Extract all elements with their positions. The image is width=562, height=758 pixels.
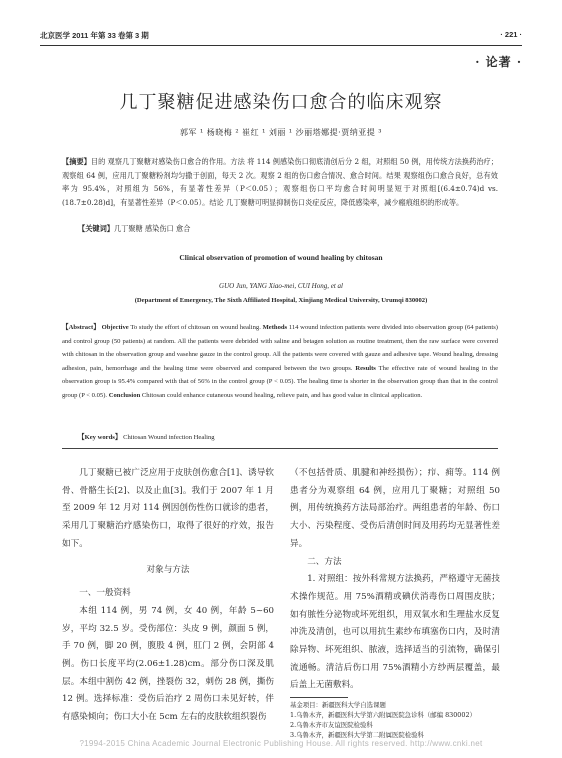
section-heading-methods: 对象与方法 bbox=[146, 564, 190, 575]
footnote-divider bbox=[290, 697, 348, 698]
results-label: Results bbox=[355, 364, 376, 372]
abstract-divider bbox=[62, 448, 498, 449]
objective-label: Objective bbox=[101, 324, 129, 331]
abstract-cn bbox=[62, 155, 498, 209]
subheading-general: 一、一般资料 bbox=[79, 588, 131, 599]
running-header bbox=[40, 30, 522, 44]
keywords-en bbox=[78, 431, 498, 441]
footnote-item: 1.乌鲁木齐，新疆医科大学第六附属医院急诊科（邮编 830002） bbox=[290, 711, 476, 719]
keywords-en-text: Chitosan Wound infection Healing bbox=[123, 434, 215, 441]
footnote-item: 2.乌鲁木齐市友谊医院检验科 bbox=[290, 721, 373, 729]
general-data-continued: （不包括骨质、肌腱和神经损伤）；疖、痈等。114 例患者分为观察组 64 例，应用几丁聚糖；对照组 50 例，用传统换药方法局部治疗。两组患者的年龄、伤口大小、污染程度、受伤后清创时间及用药均无显著性差异。 bbox=[290, 468, 500, 549]
abstract-en-label: 【Abstract】 bbox=[62, 324, 100, 331]
methods-label: Methods bbox=[262, 324, 288, 331]
authors-cn: 郭军 ¹ 杨晓梅 ² 崔红 ¹ 刘丽 ¹ 沙丽塔娜提·贾纳亚提 ³ bbox=[180, 128, 382, 137]
footnote-item: 基金项目：新疆医科大学自选课题 bbox=[290, 701, 386, 709]
header-divider bbox=[40, 45, 522, 46]
results-text: The effective rate of wound healing in the observation group is 95.4% compared with that of 56% in the control group (P < 0.05). The healing time is shorter in the observation group than that in the control group (P < 0.05). bbox=[62, 364, 499, 399]
keywords-cn-text: 几丁聚糖 感染伤口 愈合 bbox=[113, 224, 191, 233]
subheading-method: 二、方法 bbox=[307, 556, 342, 567]
authors-en: GUO Jun, YANG Xiao-mei, CUI Hong, et al bbox=[219, 282, 343, 290]
methods-text: 114 wound infection patients were divided into observation group (64 patients) and control group (50 patients) at random. All the patients were debrided with saline and betagen solution as routine treatment, then the raw surface were covered with chitosan in the observation group and vasehne gauze in the control group. All the patients were covered with gauze and adhesive tape. Wound healing, dressing adhesion, pain, hemorrhage and the healing time were observed and compared between the two groups. bbox=[62, 324, 498, 372]
section-tag: · 论著 · bbox=[475, 55, 522, 69]
body-right-column bbox=[290, 465, 500, 695]
general-data-paragraph: 本组 114 例，男 74 例，女 40 例，年龄 5~60 岁，平均 32.5 岁。受伤部位：头皮 9 例，颜面 5 例，手 70 例，脚 20 例，腹股 4 例，肛门 2 例，会阴部 4 例。伤口长度平均(2.06±1.28)cm。部分伤口深及肌层。本组中割伤 42 例，挫裂伤 32，刺伤 28 例，撕伤 12 例。选择标准：受伤后治疗 2 周伤口未见好转，伴有感染倾向；伤口大小在 5cm 左右的皮肤软组织裂伤 bbox=[62, 605, 274, 723]
copyright-footer: ?1994-2015 China Academic Journal Electronic Publishing House. All rights reserved. http://www.cnki.net bbox=[79, 739, 483, 748]
footnote-item: 3.乌鲁木齐，新疆医科大学第二附属医院检验科 bbox=[290, 731, 424, 739]
page-number: · 221 · bbox=[500, 30, 522, 39]
intro-paragraph: 几丁聚糖已被广泛应用于皮肤创伤愈合[1]、诱导软骨、骨骼生长[2]、以及止血[3]。我们于 2007 年 1 月至 2009 年 12 月对 114 例因创伤性伤口就诊的患者，采用几丁聚糖治疗感染伤口，取得了很好的疗效，报告如下。 bbox=[62, 468, 274, 549]
keywords-en-label: 【Key words】 bbox=[78, 434, 122, 441]
body-left-column bbox=[62, 465, 274, 727]
method-paragraph: 1. 对照组：按外科常规方法换药，严格遵守无菌技术操作规范。用 75%酒精或碘伏消毒伤口周围皮肤；如有脓性分泌物或坏死组织，用双氧水和生理盐水反复冲洗及清创，也可以用抗生素纱布填塞伤口内，及时清除异物、坏死组织、脓液，选择适当的引流物，确保引流通畅。清洁后伤口用 75%酒精小方纱两层覆盖，最后盖上无菌敷料。 bbox=[290, 574, 500, 691]
abstract-cn-text: 目的 观察几丁聚糖对感染伤口愈合的作用。方法 将 114 例感染伤口彻底清创后分 2 组，对照组 50 例，用传统方法换药治疗；观察组 64 例，应用几丁聚糖粉剂均匀撒于创面，每天 2 次。观察 2 组的伤口愈合情况、愈合时间。结果 观察组伤口愈合良好，总有效率为 95.4%，对照组为 56%，有显著性差异（P＜0.05）；观察组伤口平均愈合时间明显短于对照组[(6.4±0.74)d vs. (18.7±0.28)d]，有显著性差异（P＜0.05）。结论 几丁聚糖可明显抑制伤口炎症反应，降低感染率，减少瘢痕组织的形成等。 bbox=[62, 157, 498, 207]
conclusion-text: Chitosan could enhance cutaneous wound healing, relieve pain, and has good value in clinical application. bbox=[141, 391, 423, 399]
keywords-cn-label: 【关键词】 bbox=[78, 224, 114, 233]
abstract-cn-label: 【摘要】 bbox=[62, 157, 91, 166]
conclusion-label: Conclusion bbox=[108, 391, 141, 399]
abstract-en bbox=[62, 321, 498, 402]
article-title-cn: 几丁聚糖促进感染伤口愈合的临床观察 bbox=[119, 92, 443, 113]
footnotes bbox=[290, 700, 500, 740]
article-title-en: Clinical observation of promotion of wound healing by chitosan bbox=[179, 253, 383, 262]
affiliation-en: (Department of Emergency, The Sixth Affiliated Hospital, Xinjiang Medical University, Urumqi 830002) bbox=[134, 297, 428, 304]
keywords-cn bbox=[78, 224, 498, 234]
journal-issue: 北京医学 2011 年第 33 卷第 3 期 bbox=[40, 31, 149, 40]
objective-text: To study the effort of chitosan on wound healing. bbox=[130, 324, 261, 331]
